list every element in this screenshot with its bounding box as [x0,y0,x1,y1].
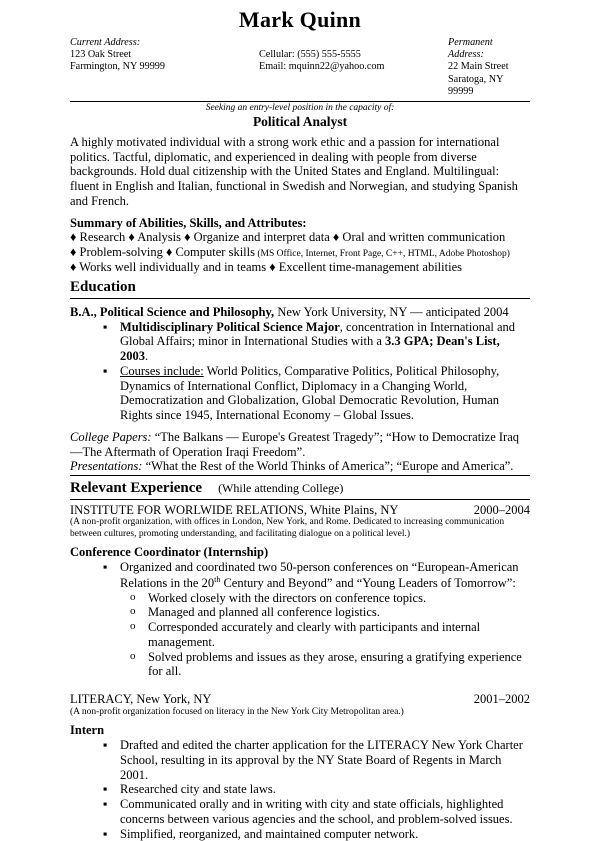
abilities-line-3: ♦ Works well individually and in teams ♦ Excellent time-management abilities [70,260,462,275]
email: Email: mquinn22@yahoo.com [259,61,385,73]
presentations-label: Presentations: [70,459,143,474]
org2-name: LITERACY, New York, NY [70,692,212,707]
college-papers-text: “The Balkans — Europe's Greatest Tragedy”; “How to Democratize Iraq —The Aftermath of Operation Iraqi Freedom”. [70,429,520,459]
courses-list: World Politics, Comparative Politics, Political Philosophy, Dynamics of International Conflict, Diplomacy in a Changing World, Democratization and Globalization, Global Democratic Revolution, Human Rights since 1945, International Economy – Global Issues. [120,363,500,423]
current-address-line1: 123 Oak Street [70,49,132,61]
role2-bullets [70,738,530,841]
role2-title: Intern [70,723,105,738]
role1-subbullet: o Corresponded accurately and clearly with participants and internal management. [148,620,530,650]
abilities-heading: Summary of Abilities, Skills, and Attributes: [70,215,307,230]
org2-years: 2001–2002 [473,692,530,707]
role2-bullet: ▪ Drafted and edited the charter application for the LITERACY New York Charter School, resulting in its approval by the NY State Board of Regents in March 2001. [120,738,530,782]
current-address-line2: Farmington, NY 99999 [70,61,165,73]
role1-subbullet: o Solved problems and issues as they arose, ensuring a gratifying experience for all. [148,650,530,680]
summary-paragraph: A highly motivated individual with a strong work ethic and a passion for international politics. Tactful, diplomatic, and experienced in dealing with people from diverse backgrounds. Hold dual citizenship with the United States and England. Multilingual: fluent in English and Italian, functional in Swedish and Norwegian, and studying Spanish and French. [70,134,518,208]
experience-heading: Relevant Experience [70,480,203,497]
role2-bullet: ▪ Communicated orally and in writing with city and state officials, highlighted concerns between various agencies and the school, and problem-solved issues. [120,797,530,827]
degree-school: New York University, NY — anticipated 2004 [274,304,509,319]
college-papers-label: College Papers: [70,429,152,444]
abilities-line-2 [70,245,530,260]
resume-page [70,6,530,841]
objective-label: Seeking an entry-level position in the capacity of: [205,102,395,113]
role1-subbullets [70,591,530,680]
objective-title: Political Analyst [252,113,348,129]
major-end: . [145,349,149,364]
education-bottom-divider [70,475,530,476]
courses-bullet [120,364,530,423]
cellular: Cellular: (555) 555-5555 [259,48,361,60]
permanent-address [448,37,530,99]
org1-row [70,503,530,518]
role1-subbullet: o Managed and planned all conference logistics. [148,605,530,620]
experience-note: (While attending College) [218,481,344,496]
abilities-line-2-main: ♦ Problem-solving ♦ Computer skills [70,245,255,260]
degree-line [70,305,530,320]
courses-label: Courses include: [120,363,204,378]
experience-divider [70,499,530,500]
presentations [70,459,530,474]
role1-bullets [70,560,530,591]
education-bullets [70,320,530,423]
phone-email [259,37,409,99]
role1-bullet-part-b: Century and Beyond” and “Young Leaders of Tomorrow”: [220,575,516,590]
current-address-label: Current Address: [70,36,141,48]
org2-description: (A non-profit organization focused on literacy in the New York City Metropolitan area.) [70,706,404,717]
experience-heading-row [70,480,530,498]
current-address [70,37,220,99]
abilities-list [70,230,530,275]
gpa-honors: 3.3 GPA; Dean's List, 2003 [120,334,500,364]
spacer [70,679,530,689]
degree-title: B.A., Political Science and Philosophy, [70,304,275,319]
role2-bullet: ▪ Simplified, reorganized, and maintained computer network. [120,827,530,841]
permanent-address-line2: Saratoga, NY 99999 [448,73,504,98]
org1-years: 2000–2004 [473,502,530,517]
major-bullet [120,320,530,364]
role1-bullet-part-a: Organized and coordinated two 50-person conferences on “European-American Relations in the 20 [120,560,519,590]
org1-description: (A non-profit organization, with offices in London, New York, and Rome. Dedicated to increasing communication between cultures, promoting understanding, and facilitating dialogue on a political level.) [70,517,505,539]
role1-bullet [120,560,530,591]
role1-bullet-superscript: th [214,574,221,584]
permanent-address-line1: 22 Main Street [448,61,509,73]
education-divider [70,298,530,299]
role2-bullet: ▪ Researched city and state laws. [120,782,530,797]
header-divider [70,101,530,102]
education-heading: Education [70,279,136,296]
org2-row [70,692,530,707]
major-title: Multidisciplinary Political Science Major [120,319,340,334]
permanent-address-label: Permanent Address: [448,36,493,61]
abilities-line-1: ♦ Research ♦ Analysis ♦ Organize and interpret data ♦ Oral and written communication [70,230,506,245]
presentations-text: “What the Rest of the World Thinks of America”; “Europe and America”. [142,459,514,474]
contact-block [70,37,530,99]
candidate-name: Mark Quinn [238,7,362,32]
abilities-line-2-software: (MS Office, Internet, Front Page, C++, HTML, Adobe Photoshop) [254,249,510,260]
major-details: , concentration in International and Global Affairs; minor in International Studies with a [120,319,516,349]
role1-subbullet: o Worked closely with the directors on conference topics. [148,591,530,606]
role1-title: Conference Coordinator (Internship) [70,545,269,560]
college-papers [70,430,530,460]
org1-name: INSTITUTE FOR WORLWIDE RELATIONS, White Plains, NY [70,502,399,517]
